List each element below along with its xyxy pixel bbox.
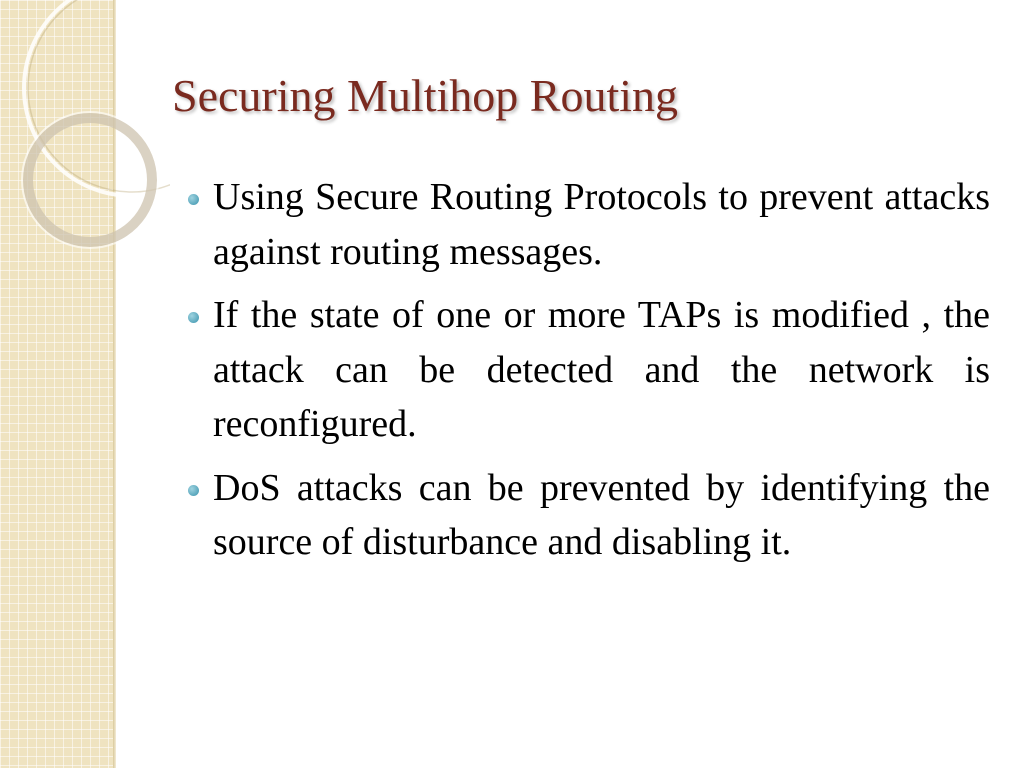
bullet-text: Using Secure Routing Protocols to prevent attacks against routing messages. bbox=[213, 176, 990, 273]
bullet-item bbox=[186, 170, 990, 279]
bullet-dot-icon bbox=[188, 194, 199, 205]
bullet-list bbox=[186, 170, 990, 579]
bullet-text: DoS attacks can be prevented by identifying the source of disturbance and disabling it. bbox=[213, 466, 990, 563]
bullet-text: If the state of one or more TAPs is modified , the attack can be detected and the network is reconfigured. bbox=[213, 294, 990, 445]
slide-title: Securing Multihop Routing bbox=[172, 70, 678, 121]
bullet-item bbox=[186, 461, 990, 570]
bullet-dot-icon bbox=[188, 485, 199, 496]
decorative-rings-icon bbox=[0, 0, 170, 300]
bullet-item bbox=[186, 288, 990, 452]
bullet-dot-icon bbox=[188, 312, 199, 323]
